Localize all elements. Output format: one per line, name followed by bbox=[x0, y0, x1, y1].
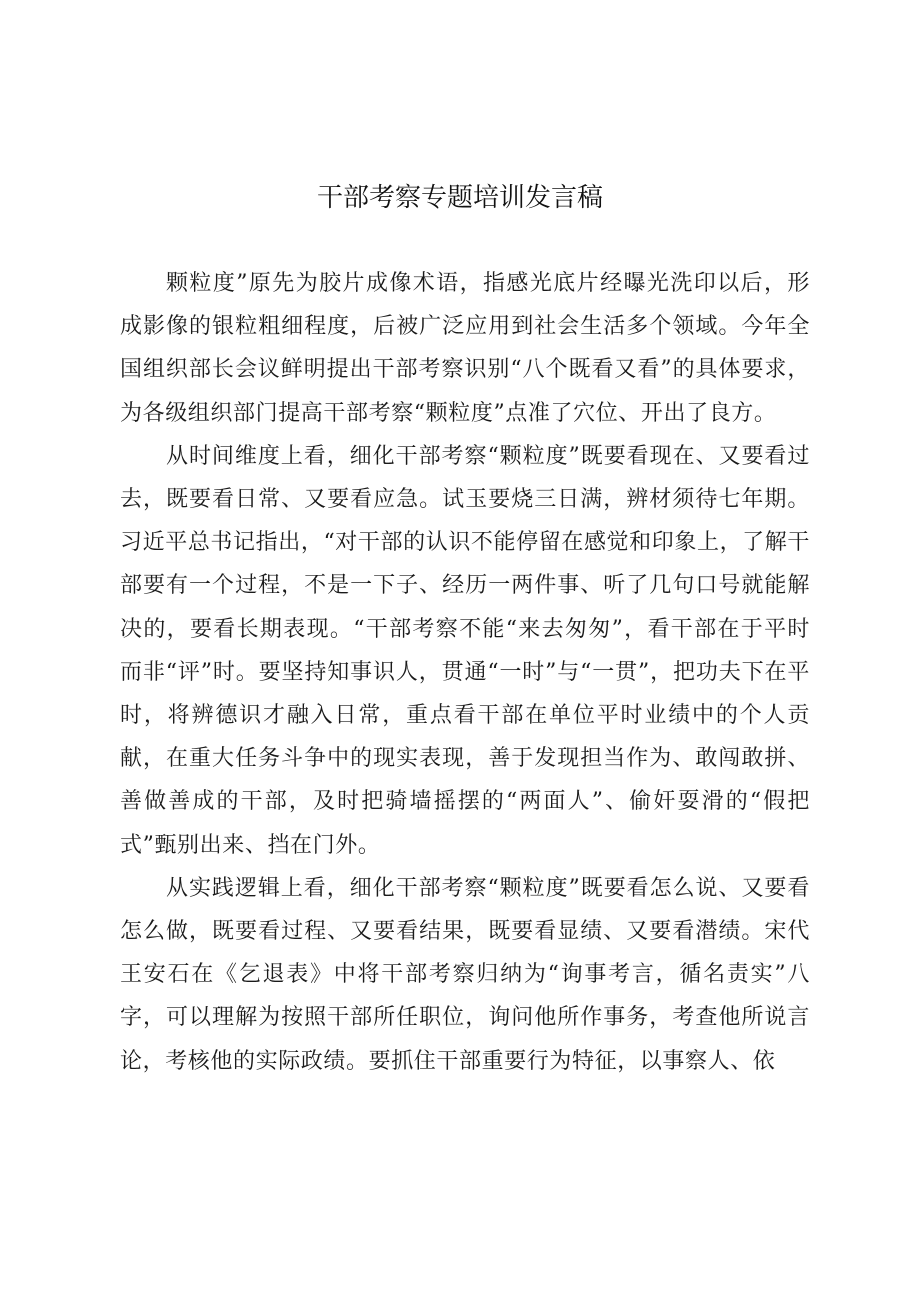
document-body bbox=[120, 262, 810, 1083]
document-title: 干部考察专题培训发言稿 bbox=[316, 183, 603, 213]
paragraph-3: 从实践逻辑上看，细化干部考察“颗粒度”既要看怎么说、又要看怎么做，既要看过程、又要看结果，既要看显绩、又要看潜绩。宋代王安石在《乞退表》中将干部考察归纳为“询事考言，循名责实”八字，可以理解为按照干部所任职位，询问他所作事务，考查他所说言论，考核他的实际政绩。要抓住干部重要行为特征，以事察人、依 bbox=[120, 875, 810, 1074]
paragraph-1: 颗粒度”原先为胶片成像术语，指感光底片经曝光洗印以后，形成影像的银粒粗细程度，后被广泛应用到社会生活多个领域。今年全国组织部长会议鲜明提出干部考察识别“八个既看又看”的具体要求，为各级组织部门提高干部考察“颗粒度”点准了穴位、开出了良方。 bbox=[120, 271, 810, 426]
paragraph-2: 从时间维度上看，细化干部考察“颗粒度”既要看现在、又要看过去，既要看日常、又要看应急。试玉要烧三日满，辨材须待七年期。习近平总书记指出，“对干部的认识不能停留在感觉和印象上，了解干部要有一个过程，不是一下子、经历一两件事、听了几句口号就能解决的，要看长期表现。“干部考察不能“来去匆匆”，看干部在于平时而非“评”时。要坚持知事识人，贯通“一时”与“一贯”，把功夫下在平时，将辨德识才融入日常，重点看干部在单位平时业绩中的个人贡献，在重大任务斗争中的现实表现，善于发现担当作为、敢闯敢拼、善做善成的干部，及时把骑墙摇摆的“两面人”、偷奸耍滑的“假把式”甄别出来、挡在门外。 bbox=[120, 443, 810, 858]
